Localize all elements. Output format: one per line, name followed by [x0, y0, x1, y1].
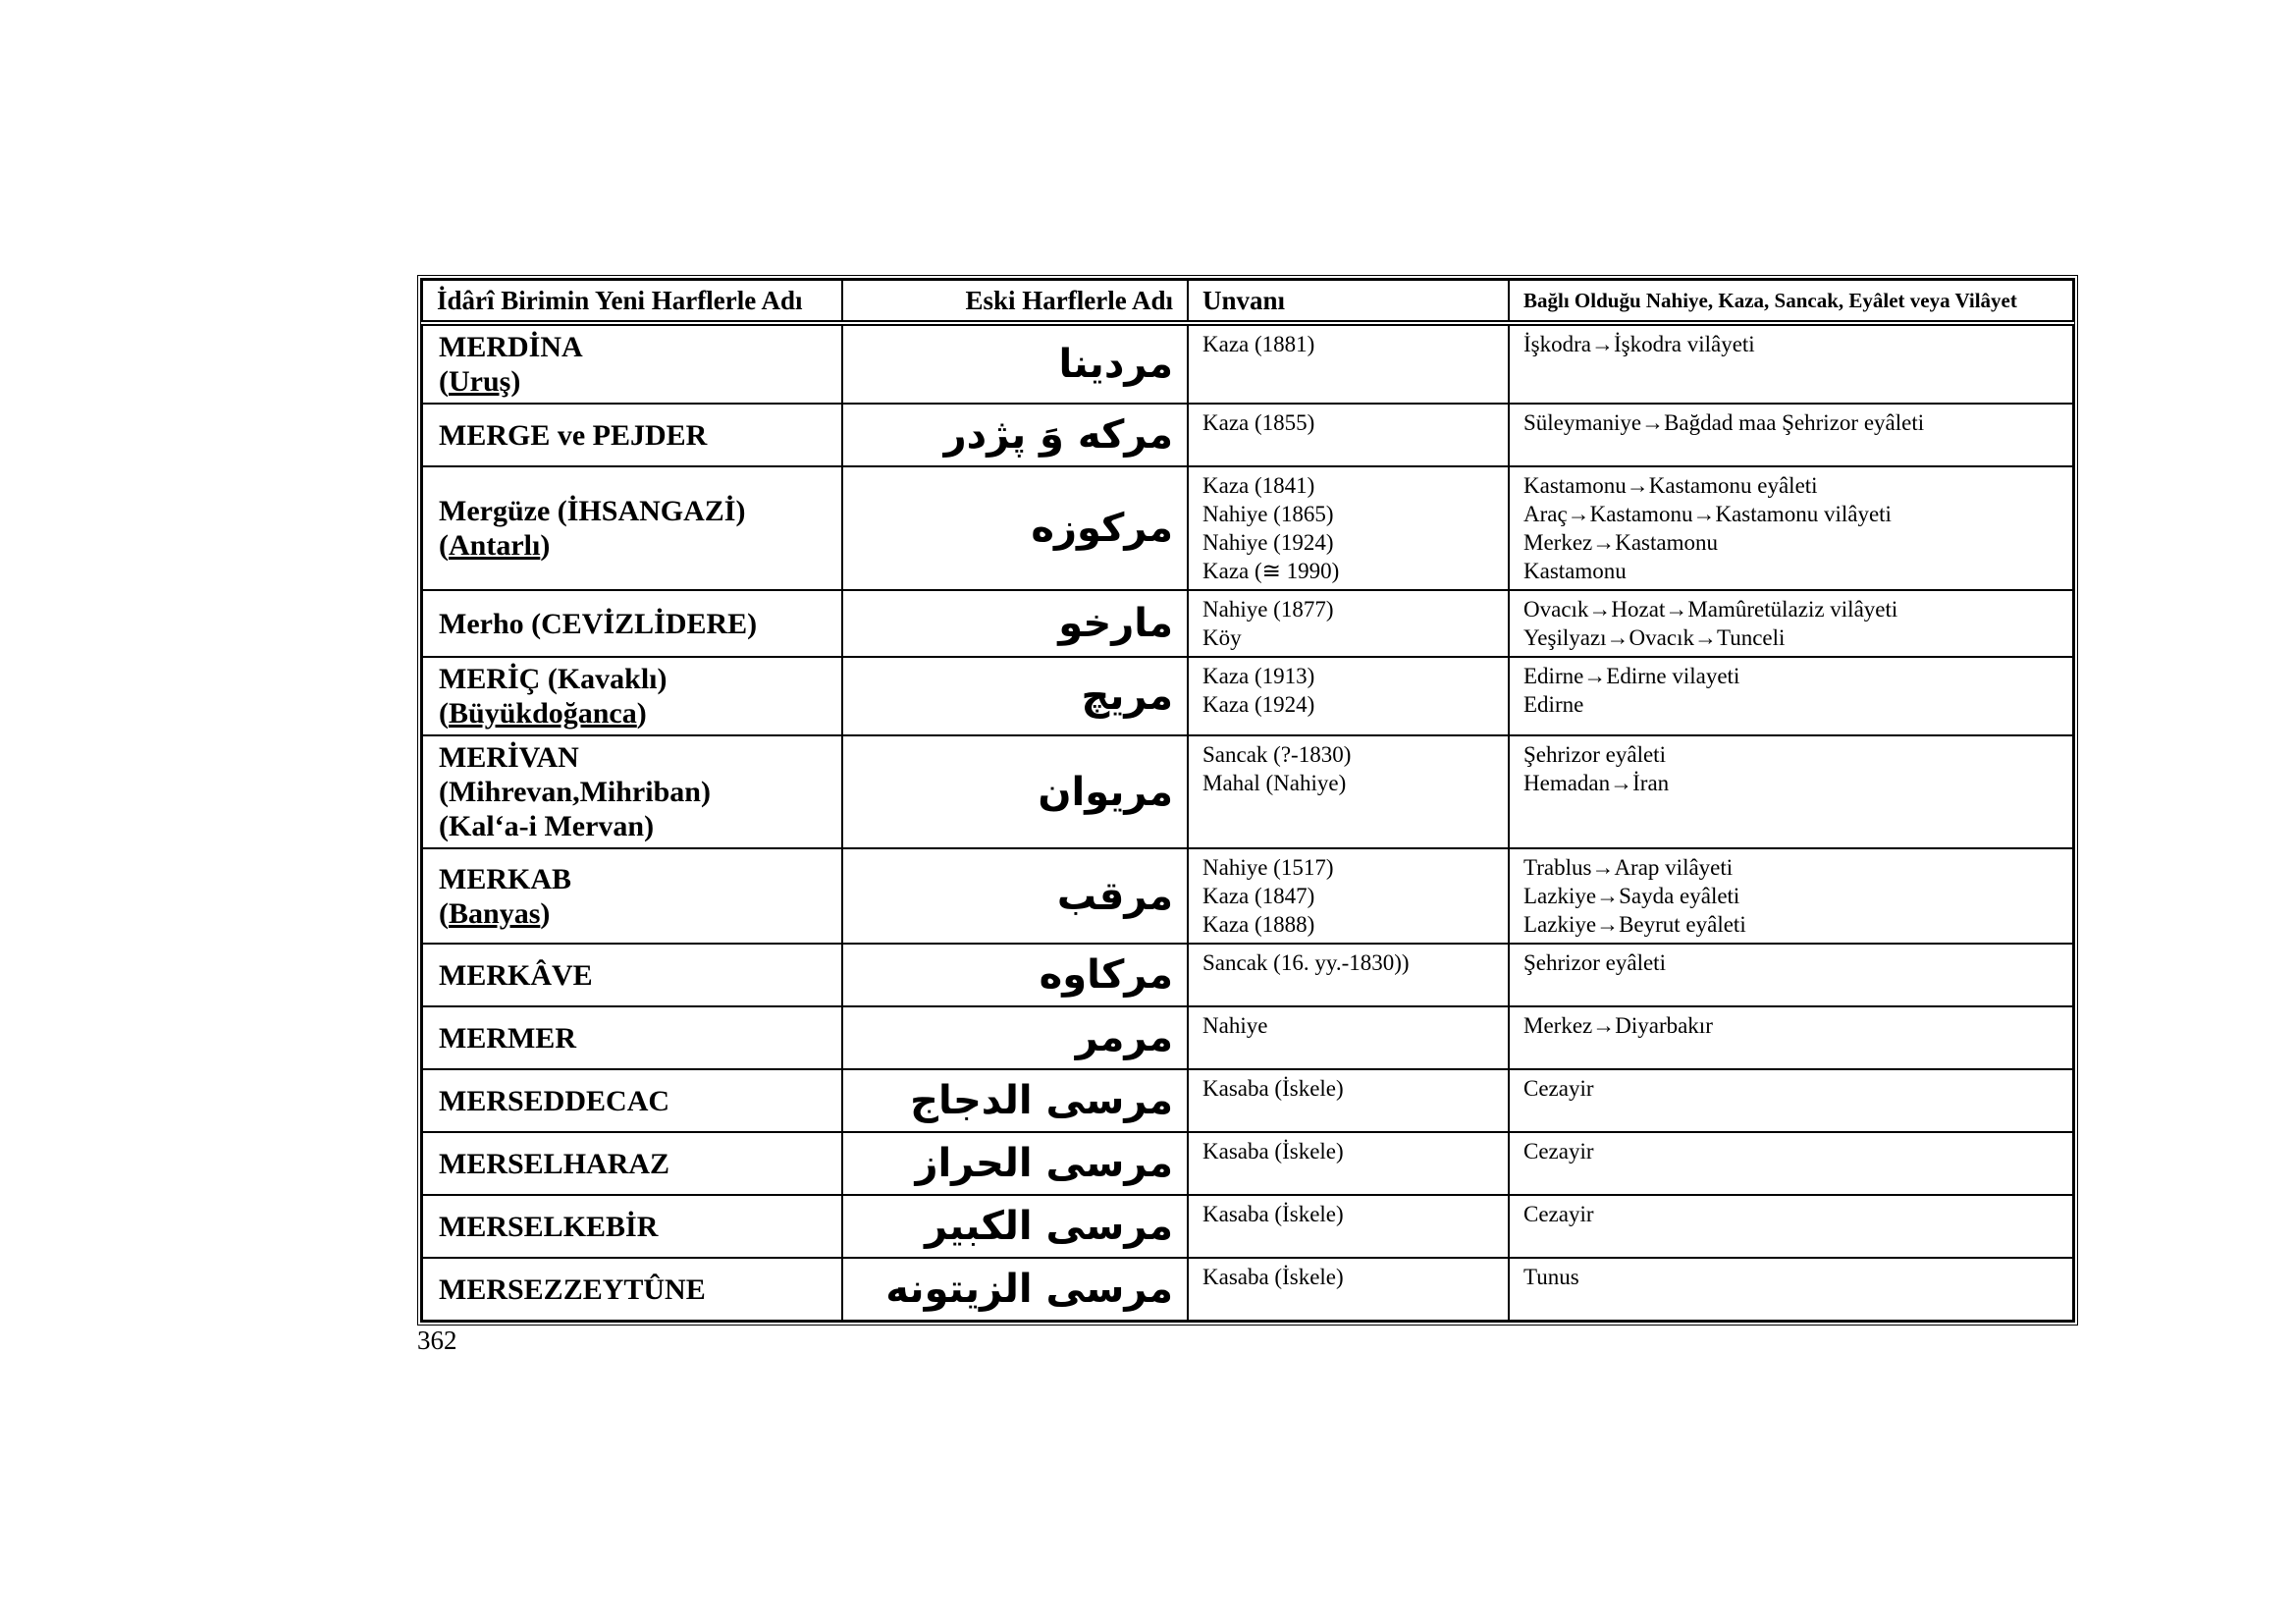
cell-new-name — [422, 323, 842, 404]
title-line: Köy — [1202, 625, 1242, 650]
table-row — [422, 1258, 2073, 1321]
name-line: Merho (CEVİZLİDERE) — [439, 607, 758, 640]
affiliation-line: Kastamonu→Kastamonu eyâleti — [1523, 473, 1818, 498]
cell-title — [1188, 466, 1509, 590]
cell-affiliation — [1509, 735, 2073, 848]
cell-new-name — [422, 1132, 842, 1195]
table-body — [422, 323, 2073, 1321]
title-line: Kasaba (İskele) — [1202, 1139, 1344, 1164]
table-row — [422, 1006, 2073, 1069]
header-new-name: İdârî Birimin Yeni Harflerle Adı — [422, 280, 842, 323]
cell-affiliation — [1509, 404, 2073, 466]
title-line: Nahiye — [1202, 1013, 1268, 1038]
cell-title — [1188, 848, 1509, 944]
affiliation-line: Cezayir — [1523, 1076, 1594, 1101]
name-line: MERİÇ (Kavaklı) — [439, 663, 667, 695]
table-row — [422, 944, 2073, 1006]
title-line: Kaza (1855) — [1202, 410, 1315, 435]
title-line: Nahiye (1877) — [1202, 597, 1334, 622]
name-line: (Kal‘a-i Mervan) — [439, 810, 655, 842]
cell-title — [1188, 323, 1509, 404]
title-line: Nahiye (1924) — [1202, 530, 1334, 555]
table-row — [422, 1069, 2073, 1132]
affiliation-line: Trablus→Arap vilâyeti — [1523, 855, 1734, 880]
name-line: MERDİNA — [439, 331, 583, 363]
cell-affiliation — [1509, 657, 2073, 735]
cell-affiliation — [1509, 1069, 2073, 1132]
cell-title — [1188, 1195, 1509, 1258]
title-line: Sancak (?-1830) — [1202, 742, 1352, 767]
name-line: MERSELKEBİR — [439, 1210, 659, 1243]
header-title: Unvanı — [1188, 280, 1509, 323]
cell-title — [1188, 657, 1509, 735]
affiliation-line: Lazkiye→Sayda eyâleti — [1523, 884, 1740, 908]
affiliation-line: Araç→Kastamonu→Kastamonu vilâyeti — [1523, 502, 1892, 526]
cell-affiliation — [1509, 590, 2073, 657]
title-line: Nahiye (1865) — [1202, 502, 1334, 526]
affiliation-line: İşkodra→İşkodra vilâyeti — [1523, 332, 1755, 356]
table-row — [422, 323, 2073, 404]
name-line: MERKAB — [439, 862, 571, 895]
cell-new-name — [422, 944, 842, 1006]
cell-old-script-name: مرسى الحراز — [842, 1132, 1188, 1195]
title-line: Kaza (1881) — [1202, 332, 1315, 356]
title-line: Kaza (1841) — [1202, 473, 1315, 498]
title-line: Nahiye (1517) — [1202, 855, 1334, 880]
cell-new-name — [422, 466, 842, 590]
header-old-script-name: Eski Harflerle Adı — [842, 280, 1188, 323]
name-line: Mergüze (İHSANGAZİ) — [439, 495, 746, 527]
cell-title — [1188, 735, 1509, 848]
cell-old-script-name: مرسى الكبير — [842, 1195, 1188, 1258]
cell-old-script-name: مرسى الزيتونه — [842, 1258, 1188, 1321]
affiliation-line: Merkez→Diyarbakır — [1523, 1013, 1713, 1038]
cell-title — [1188, 1069, 1509, 1132]
affiliation-line: Merkez→Kastamonu — [1523, 530, 1718, 555]
cell-old-script-name: مردينا — [842, 323, 1188, 404]
name-line: (Mihrevan,Mihriban) — [439, 776, 711, 808]
name-line: MERSEZZEYTÛNE — [439, 1272, 706, 1306]
name-line: MERMER — [439, 1021, 576, 1055]
title-line: Kasaba (İskele) — [1202, 1202, 1344, 1226]
affiliation-line: Şehrizor eyâleti — [1523, 950, 1666, 975]
affiliation-line: Şehrizor eyâleti — [1523, 742, 1666, 767]
cell-old-script-name: مركه وَ پژدر — [842, 404, 1188, 466]
cell-title — [1188, 590, 1509, 657]
table-header — [422, 280, 2073, 323]
cell-affiliation — [1509, 323, 2073, 404]
title-line: Kaza (1924) — [1202, 692, 1315, 717]
name-line: MERGE ve PEJDER — [439, 418, 708, 452]
title-line: Kasaba (İskele) — [1202, 1076, 1344, 1101]
name-line: (Uruş) — [439, 365, 521, 398]
table-row — [422, 735, 2073, 848]
table-row — [422, 404, 2073, 466]
title-line: Kaza (≅ 1990) — [1202, 559, 1340, 583]
cell-old-script-name: مرسى الدجاج — [842, 1069, 1188, 1132]
affiliation-line: Tunus — [1523, 1265, 1579, 1289]
cell-old-script-name: مركاوه — [842, 944, 1188, 1006]
table-row — [422, 1195, 2073, 1258]
cell-old-script-name: مرقب — [842, 848, 1188, 944]
affiliation-line: Cezayir — [1523, 1139, 1594, 1164]
affiliation-line: Cezayir — [1523, 1202, 1594, 1226]
cell-old-script-name: مارخو — [842, 590, 1188, 657]
cell-new-name — [422, 404, 842, 466]
affiliation-line: Edirne→Edirne vilayeti — [1523, 664, 1740, 688]
cell-new-name — [422, 657, 842, 735]
cell-old-script-name: مريوان — [842, 735, 1188, 848]
name-line: MERİVAN — [439, 741, 579, 774]
cell-title — [1188, 1258, 1509, 1321]
cell-affiliation — [1509, 944, 2073, 1006]
cell-affiliation — [1509, 1258, 2073, 1321]
title-line: Kaza (1888) — [1202, 912, 1315, 937]
affiliation-line: Hemadan→İran — [1523, 771, 1670, 795]
name-line: (Antarlı) — [439, 529, 551, 562]
gazetteer-table-frame — [417, 275, 2078, 1326]
affiliation-line: Lazkiye→Beyrut eyâleti — [1523, 912, 1746, 937]
cell-old-script-name: مرمر — [842, 1006, 1188, 1069]
cell-new-name — [422, 1006, 842, 1069]
title-line: Sancak (16. yy.-1830)) — [1202, 950, 1410, 975]
cell-affiliation — [1509, 1006, 2073, 1069]
cell-affiliation — [1509, 1132, 2073, 1195]
cell-old-script-name: مريچ — [842, 657, 1188, 735]
title-line: Kaza (1847) — [1202, 884, 1315, 908]
name-line: (Banyas) — [439, 896, 551, 930]
cell-old-script-name: مركوزه — [842, 466, 1188, 590]
page-number: 362 — [417, 1326, 457, 1355]
cell-new-name — [422, 735, 842, 848]
cell-title — [1188, 404, 1509, 466]
table-row — [422, 590, 2073, 657]
title-line: Kaza (1913) — [1202, 664, 1315, 688]
affiliation-line: Süleymaniye→Bağdad maa Şehrizor eyâleti — [1523, 410, 1925, 435]
table-row — [422, 466, 2073, 590]
name-line: MERKÂVE — [439, 958, 593, 992]
cell-affiliation — [1509, 1195, 2073, 1258]
header-row — [422, 280, 2073, 323]
cell-new-name — [422, 1258, 842, 1321]
gazetteer-table — [421, 279, 2074, 1322]
table-row — [422, 848, 2073, 944]
affiliation-line: Yeşilyazı→Ovacık→Tunceli — [1523, 625, 1786, 650]
title-line: Kasaba (İskele) — [1202, 1265, 1344, 1289]
name-line: MERSELHARAZ — [439, 1147, 670, 1180]
cell-affiliation — [1509, 466, 2073, 590]
cell-new-name — [422, 1069, 842, 1132]
cell-new-name — [422, 590, 842, 657]
cell-new-name — [422, 848, 842, 944]
cell-title — [1188, 1132, 1509, 1195]
cell-title — [1188, 944, 1509, 1006]
table-row — [422, 1132, 2073, 1195]
affiliation-line: Edirne — [1523, 692, 1584, 717]
table-row — [422, 657, 2073, 735]
name-line: (Büyükdoğanca) — [439, 697, 647, 730]
name-line: MERSEDDECAC — [439, 1084, 670, 1117]
cell-new-name — [422, 1195, 842, 1258]
cell-title — [1188, 1006, 1509, 1069]
cell-affiliation — [1509, 848, 2073, 944]
title-line: Mahal (Nahiye) — [1202, 771, 1347, 795]
affiliation-line: Ovacık→Hozat→Mamûretülaziz vilâyeti — [1523, 597, 1898, 622]
header-affiliation: Bağlı Olduğu Nahiye, Kaza, Sancak, Eyâlet veya Vilâyet — [1509, 280, 2073, 323]
affiliation-line: Kastamonu — [1523, 559, 1627, 583]
